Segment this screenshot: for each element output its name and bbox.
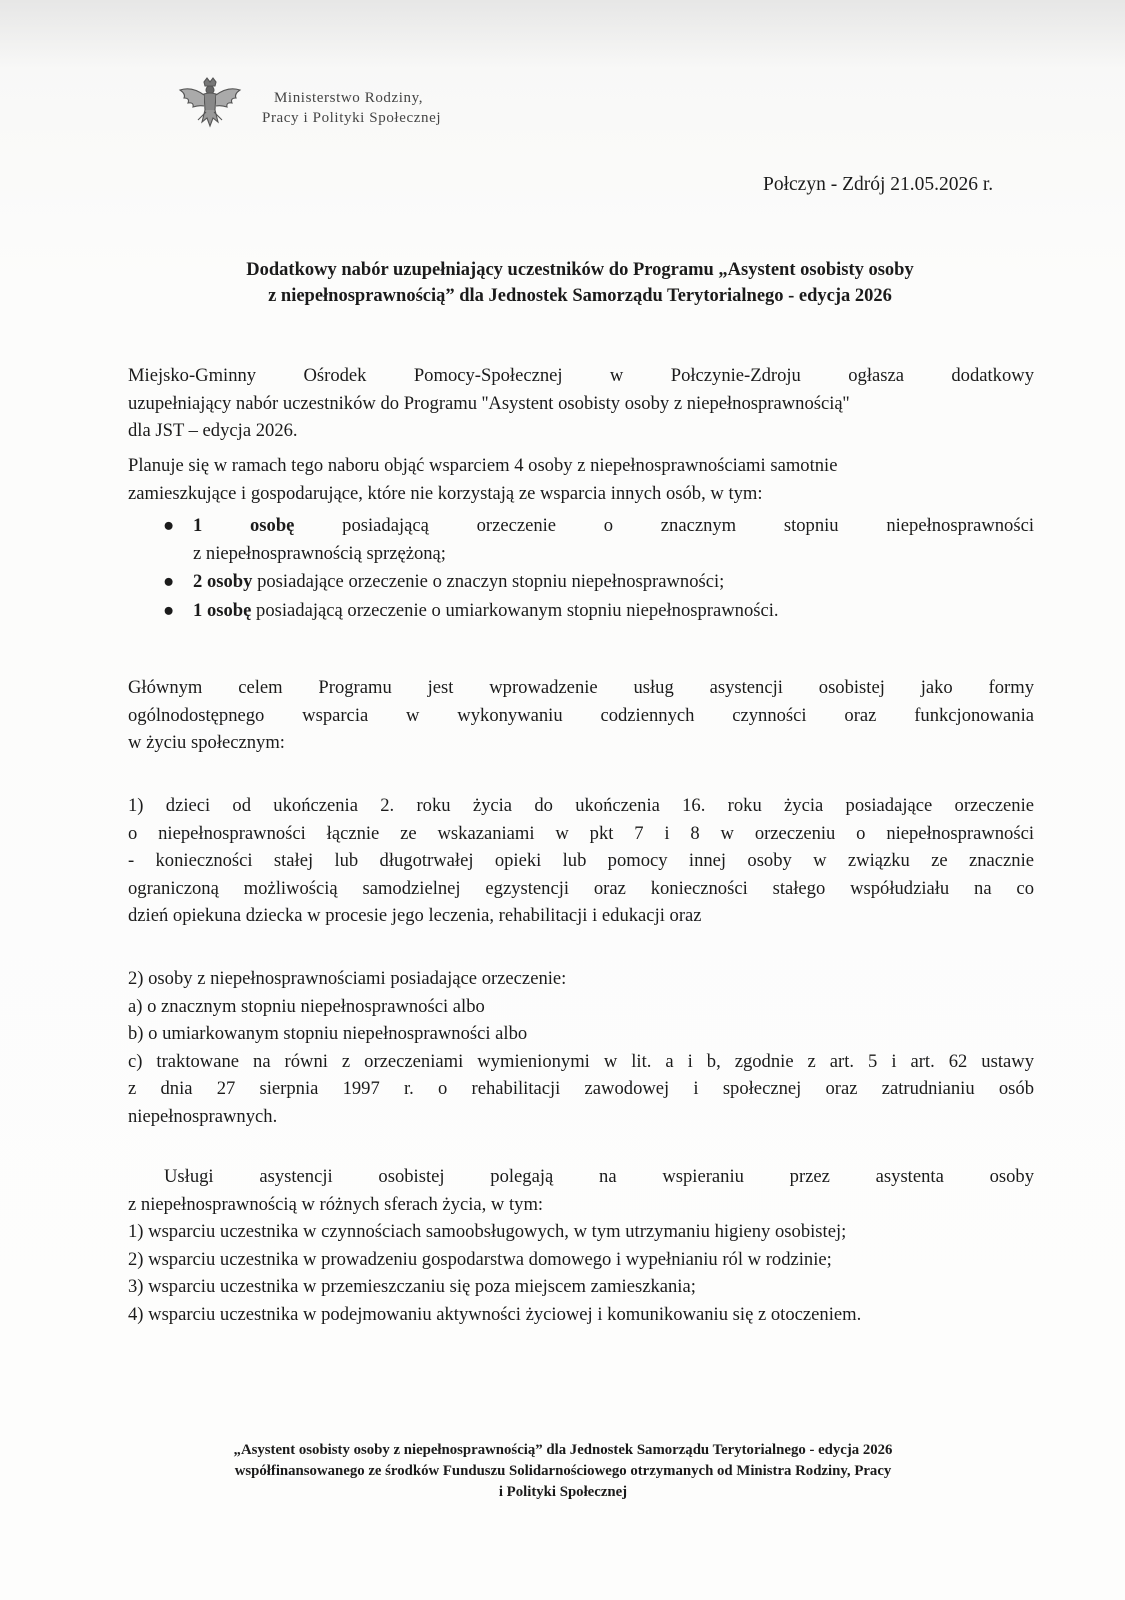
goal-line-3: w życiu społecznym: <box>128 732 285 753</box>
item-2-line-4: c) traktowane na równi z orzeczeniami wymienionymi w lit. a i b, zgodnie z art. 5 i art. 62 ustawy <box>128 1050 1034 1072</box>
ministry-name <box>262 88 441 128</box>
bullet-text: posiadającą orzeczenie o umiarkowanym stopniu niepełnosprawności. <box>256 599 779 621</box>
list-item <box>128 568 1034 596</box>
services-line-6: 4) wsparciu uczestnika w podejmowaniu aktywności życiowej i komunikowaniu się z otoczeniem. <box>128 1303 862 1325</box>
beneficiaries-list <box>128 512 1034 625</box>
item-2-line-6: niepełnosprawnych. <box>128 1105 278 1127</box>
item-1-paragraph <box>128 792 1034 930</box>
plan-paragraph <box>128 452 1034 507</box>
services-line-2: z niepełnosprawnością w różnych sferach życia, w tym: <box>128 1193 544 1215</box>
footer-line-3: i Polityki Społecznej <box>498 1484 628 1500</box>
bullet-icon: ● <box>163 515 175 536</box>
bullet-bold: 2 osoby <box>193 571 253 592</box>
item-2-line-2: a) o znacznym stopniu niepełnosprawności albo <box>128 995 485 1017</box>
list-item <box>128 597 1034 625</box>
bullet-text: posiadające orzeczenie o znaczyn stopniu niepełnosprawności; <box>257 571 725 592</box>
bullet-bold: 1 osobę <box>193 599 252 621</box>
footer-line-2: współfinansowanego ze środków Funduszu Solidarnościowego otrzymanych od Ministra Rodziny, Pracy <box>234 1463 892 1479</box>
bullet-icon: ● <box>163 599 175 621</box>
services-paragraph <box>128 1163 1034 1328</box>
item-1-line-5: dzień opiekuna dziecka w procesie jego leczenia, rehabilitacji i edukacji oraz <box>128 905 702 926</box>
title-line-2: z niepełnosprawnością” dla Jednostek Samorządu Terytorialnego - edycja 2026 <box>268 286 892 306</box>
plan-line-2: zamieszkujące i gospodarujące, które nie korzystają ze wsparcia innych osób, w tym: <box>128 482 763 504</box>
scan-shade <box>0 0 1125 70</box>
polish-eagle-emblem-icon <box>174 76 246 136</box>
document-title <box>140 257 1020 309</box>
item-2-line-3: b) o umiarkowanym stopniu niepełnosprawności albo <box>128 1023 528 1044</box>
item-1-line-4: ograniczoną możliwością samodzielnej egzystencji oraz konieczności stałego współudziału na co <box>128 877 1034 899</box>
item-2-line-5: z dnia 27 sierpnia 1997 r. o rehabilitacji zawodowej i społecznej oraz zatrudnianiu osób <box>128 1078 1034 1099</box>
list-item <box>128 512 1034 567</box>
document-date: Połczyn - Zdrój 21.05.2026 r. <box>763 174 994 195</box>
ministry-line-2: Pracy i Polityki Społecznej <box>262 110 442 126</box>
services-line-5: 3) wsparciu uczestnika w przemieszczaniu się poza miejscem zamieszkania; <box>128 1276 696 1297</box>
services-line-4: 2) wsparciu uczestnika w prowadzeniu gospodarstwa domowego i wypełnianiu ról w rodzinie; <box>128 1248 832 1270</box>
intro-line-1: Miejsko-Gminny Ośrodek Pomocy-Społecznej w Połczynie-Zdroju ogłasza dodatkowy <box>128 365 1034 386</box>
goal-line-1: Głównym celem Programu jest wprowadzenie usług asystencji osobistej jako formy <box>128 677 1034 698</box>
item-1-line-1: 1) dzieci od ukończenia 2. roku życia do ukończenia 16. roku życia posiadające orzeczenie <box>128 795 1034 816</box>
item-2-paragraph <box>128 965 1034 1130</box>
title-line-1: Dodatkowy nabór uzupełniający uczestników do Programu „Asystent osobisty osoby <box>246 260 914 280</box>
bullet-text-continued: z niepełnosprawnością sprzężoną; <box>193 542 446 564</box>
services-line-3: 1) wsparciu uczestnika w czynnościach samoobsługowych, w tym utrzymaniu higieny osobistej; <box>128 1221 847 1242</box>
item-1-line-2: o niepełnosprawności łącznie ze wskazaniami w pkt 7 i 8 w orzeczeniu o niepełnosprawności <box>128 822 1034 844</box>
ministry-line-1: Ministerstwo Rodziny, <box>274 90 424 106</box>
goal-paragraph <box>128 674 1034 757</box>
intro-line-2: uzupełniający nabór uczestników do Programu ''Asystent osobisty osoby z niepełnosprawnością'' <box>128 392 850 414</box>
bullet-text: posiadającą orzeczenie o znacznym stopniu niepełnosprawności <box>342 515 1034 536</box>
services-line-1: Usługi asystencji osobistej polegają na wspieraniu przez asystenta osoby <box>164 1166 1034 1187</box>
footer-line-1: „Asystent osobisty osoby z niepełnosprawnością” dla Jednostek Samorządu Terytorialnego - edycja 2026 <box>233 1442 893 1458</box>
bullet-icon: ● <box>163 571 175 592</box>
intro-paragraph <box>128 362 1034 445</box>
plan-line-1: Planuje się w ramach tego naboru objąć wsparciem 4 osoby z niepełnosprawnościami samotnie <box>128 455 838 476</box>
document-footer <box>120 1440 1006 1503</box>
item-1-line-3: - konieczności stałej lub długotrwałej opieki lub pomocy innej osoby w związku ze znacznie <box>128 850 1034 871</box>
item-2-line-1: 2) osoby z niepełnosprawnościami posiadające orzeczenie: <box>128 968 567 989</box>
intro-line-3: dla JST – edycja 2026. <box>128 420 298 441</box>
goal-line-2: ogólnodostępnego wsparcia w wykonywaniu codziennych czynności oraz funkcjonowania <box>128 704 1034 726</box>
bullet-bold: 1 osobę <box>193 515 295 536</box>
